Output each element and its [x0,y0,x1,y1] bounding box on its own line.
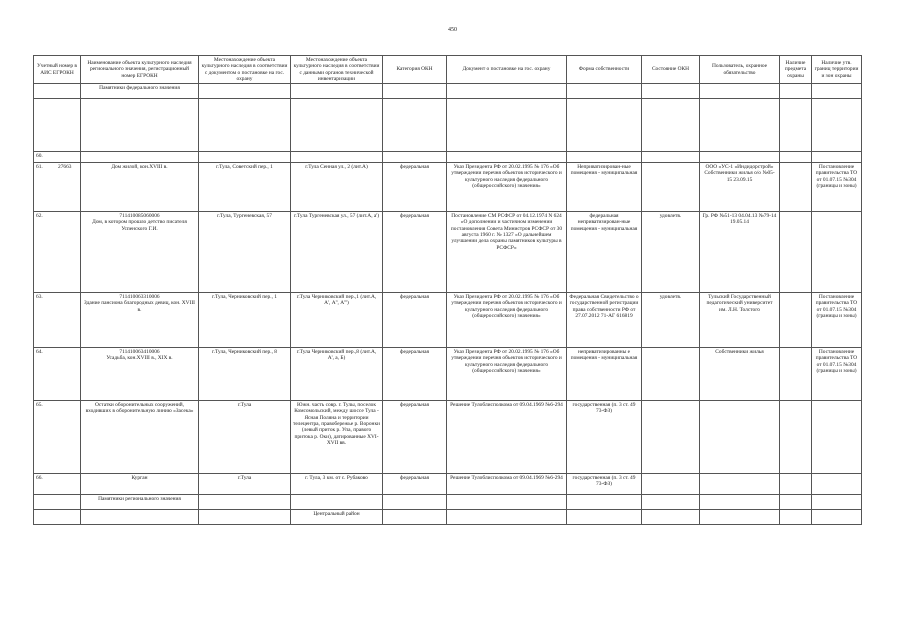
location-document: г.Тула, Тургеневская, 57 [199,212,291,293]
district-row [34,510,862,525]
location-bti: г. Тула, 3 км. от с. Рубаково [291,474,383,495]
subject [780,474,812,495]
row-number: 66. [34,474,81,495]
header-cell: Форма собственности [567,56,642,84]
blank-row [34,99,862,152]
category: федеральная [383,474,447,495]
header-cell: Наличие утв. границ территории и зон охраны [812,56,862,84]
protection-document: Указ Президента РФ от 20.02.1995 № 176 «Об утверждении перечня объектов исторического и культурного наследия федерального (общероссийского) значения» [447,293,567,348]
protection-document: Постановление СМ РСФСР от 04.12.1974 N 624 «О дополнении и частичном изменении постановления Совета Министров РСФСР от 30 августа 1960 г. № 1327 «О дальнейшем улучшении дела охраны памятников культуры в РСФСР» [447,212,567,293]
object-name: Здание пансиона благородных девиц, кон. XVIII в. [84,300,195,313]
table-row [34,212,862,293]
state: удовлетв. [642,212,700,293]
header-cell: Местонахождение объекта культурного наследия в соответствии с данными органов технической инвентаризации [291,56,383,84]
header-cell: Наименование объекта культурного наследия регионального значения, регистрационный номер ЕГРОКН [81,56,199,84]
row-code: 711410063310006 [119,294,160,301]
category: федеральная [383,348,447,401]
protection-document: Решение Тулоблисполкома от 09.04.1969 №6-294 [447,474,567,495]
location-document: г.Тула, Советский пер., 1 [199,163,291,212]
table-row [34,152,862,163]
location-document: г.Тула, Черниковский пер., 1 [199,293,291,348]
ownership: государственная (п. 3 ст. 49 73-ФЗ) [567,474,642,495]
heritage-registry-table [33,55,862,525]
category: федеральная [383,163,447,212]
header-cell: Состояние ОКН [642,56,700,84]
subject [780,348,812,401]
header-cell: Местонахождение объекта культурного наследия в соответствии с документом о постановке на гос. охрану [199,56,291,84]
row-number: 64. [34,348,81,401]
section-title-regional: Памятники регионального значения [81,495,199,510]
ownership: государственная (п. 3 ст. 49 73-ФЗ) [567,401,642,474]
row-code: 711410085060006 [119,213,160,220]
row-number: 63. [34,293,81,348]
user: Собственники жилья [700,348,780,401]
state [642,401,700,474]
object-name: Усадьба, кон.XVIII в., XIX в. [106,355,173,362]
location-document: г.Тула [199,474,291,495]
ownership: федеральная неприватизирован-ные помещения - муниципальная [567,212,642,293]
subject [780,212,812,293]
ownership: Федеральная Свидетельство о государственной регистрации права собственности РФ от 27.07.2012 71-АГ 616819 [567,293,642,348]
object-name: Дом жилой, кон.XVIII в. [81,163,199,212]
row-code: 711410063410006 [119,349,160,356]
row-number: 61. [36,164,43,171]
header-cell: Пользователь, охранное обязательство [700,56,780,84]
location-document: г.Тула, Черниковский пер., 8 [199,348,291,401]
protection-document: Решение Тулоблисполкома от 09.04.1969 №6-294 [447,401,567,474]
user [700,474,780,495]
header-row [34,56,862,84]
section-row-regional [34,495,862,510]
row-number: 62. [34,212,81,293]
user: Гр. РФ №51-13 04.04.13 №79-14 19.05.14 [700,212,780,293]
state: удовлетв. [642,293,700,348]
location-bti: г.Тула Черниковский пер.,8 (лит.А, А', а, Б) [291,348,383,401]
category: федеральная [383,293,447,348]
borders [812,401,862,474]
category: федеральная [383,212,447,293]
header-cell: Учетный номер в АИС ЕГРОКН [34,56,81,84]
table-row [34,163,862,212]
ownership: неприватизированны е помещения - муниципальная [567,348,642,401]
location-bti: г.Тула Тургеневская ул., 57 (лит.А, а') [291,212,383,293]
location-document: г.Тула [199,401,291,474]
object-name: Дом, в котором прошло детство писателя Успенского Г.И. [92,219,187,232]
subject [780,163,812,212]
section-row-federal [34,84,862,99]
location-bti: Южн. часть совр. г. Тулы, поселок Комсомольский, между шоссе Тула - Ясная Поляна и территории телецентра, правобережье р. Воронки (левый приток р. Упа, правого притока р. Оки), датированные XVI-XVII вв. [291,401,383,474]
row-code: 27663 [58,164,72,171]
header-cell: Категория ОКН [383,56,447,84]
object-name: Остатки оборонительных сооружений, входивших в оборонительную линию «Засека» [81,401,199,474]
borders [812,212,862,293]
user [700,401,780,474]
page-number: 450 [448,27,457,33]
state [642,348,700,401]
table-row [34,401,862,474]
borders: Постановление правительства ТО от 01.07.15 №304 (границы и зоны) [812,163,862,212]
header-cell: Документ о постановке на гос. охрану [447,56,567,84]
row-number: 65. [34,401,81,474]
state [642,474,700,495]
object-name: Курган [81,474,199,495]
protection-document: Указ Президента РФ от 20.02.1995 № 176 «Об утверждении перечня объектов исторического и культурного наследия федерального (общероссийского) значения» [447,348,567,401]
section-title-federal: Памятники федерального значения [81,84,199,99]
location-bti: г.Тула Сенная ул., 2 (лит.А) [291,163,383,212]
borders: Постановление правительства ТО от 01.07.15 №304 (границы и зоны) [812,348,862,401]
category: федеральная [383,401,447,474]
location-bti: г.Тула Черниковский пер.,1 (лит.А, А', А'', А''') [291,293,383,348]
district-title: Центральный район [291,510,383,525]
subject [780,401,812,474]
protection-document: Указ Президента РФ от 20.02.1995 № 176 «Об утверждении перечня объектов исторического и культурного наследия федерального (общероссийского) значения» [447,163,567,212]
borders: Постановление правительства ТО от 01.07.15 №304 (границы и зоны) [812,293,862,348]
header-cell: Наличие предмета охраны [780,56,812,84]
ownership: Неприватизирован-ные помещения - муниципальная [567,163,642,212]
table-row [34,293,862,348]
state [642,163,700,212]
table-row [34,474,862,495]
table-row [34,348,862,401]
user: ООО «УС-1 «Индидорстрой» Собственники жилья о/о №05-15 23.09.15 [700,163,780,212]
subject [780,293,812,348]
borders [812,474,862,495]
user: Тульский Государственный педагогический университет им. Л.Н. Толстого [700,293,780,348]
row-number: 60. [34,152,81,163]
